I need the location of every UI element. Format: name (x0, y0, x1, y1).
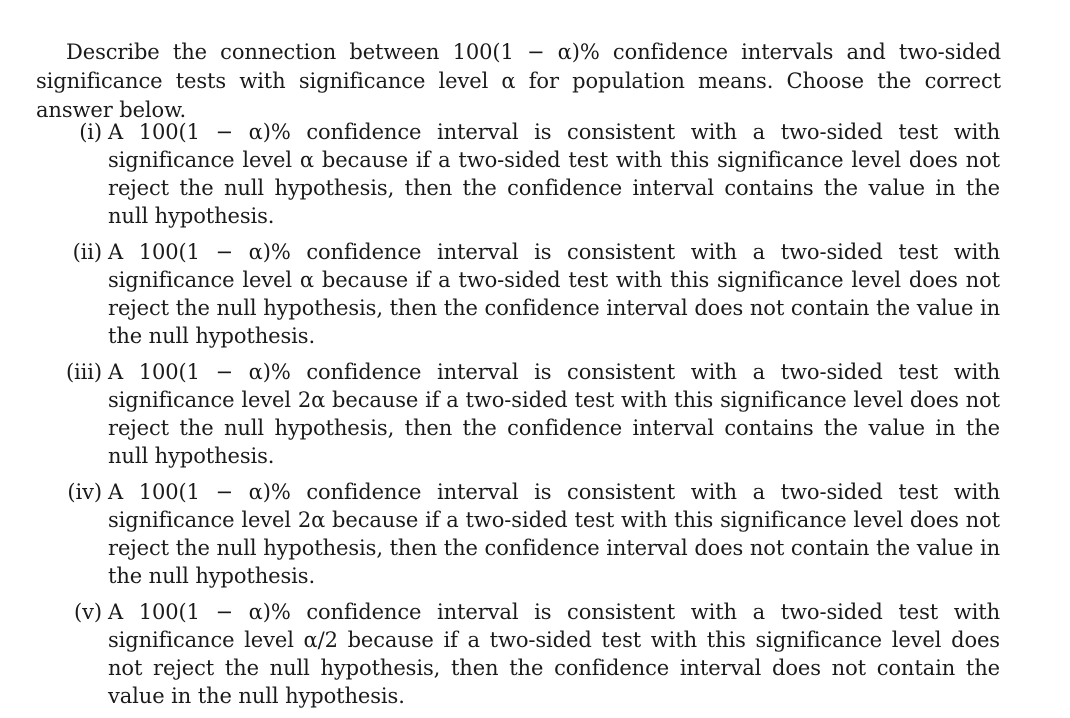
option-text: A 100(1 − α)% confidence interval is consistent with a two-sided test with significance level 2α because if a two-sided test with this significance level does not reject the null hypothesis, then the confidence interval does not contain the value in the null hypothesis. (108, 480, 1000, 588)
option-label: (v) (74, 600, 102, 624)
question-text: Describe the connection between 100(1 − α)% confidence intervals and two-sided significance tests with significance level α for population means. Choose the correct answer below. (36, 40, 1001, 122)
option-text: A 100(1 − α)% confidence interval is consistent with a two-sided test with significance level α because if a two-sided test with this significance level does not reject the null hypothesis, then the confidence interval does not contain the value in the null hypothesis. (108, 240, 1000, 348)
option-text: A 100(1 − α)% confidence interval is consistent with a two-sided test with significance level α because if a two-sided test with this significance level does not reject the null hypothesis, then the confidence interval contains the value in the null hypothesis. (108, 120, 1000, 228)
answer-options-list (40, 118, 1000, 718)
option-label: (iii) (65, 360, 102, 384)
option-label: (iv) (67, 480, 102, 504)
option-label: (i) (79, 120, 102, 144)
answer-option-iv[interactable] (40, 478, 1000, 590)
answer-option-ii[interactable] (40, 238, 1000, 350)
option-text: A 100(1 − α)% confidence interval is consistent with a two-sided test with significance level 2α because if a two-sided test with this significance level does not reject the null hypothesis, then the confidence interval contains the value in the null hypothesis. (108, 360, 1000, 468)
option-text: A 100(1 − α)% confidence interval is consistent with a two-sided test with significance level α/2 because if a two-sided test with this significance level does not reject the null hypothesis, then the confidence interval does not contain the value in the null hypothesis. (108, 600, 1000, 708)
answer-option-v[interactable] (40, 598, 1000, 710)
answer-option-iii[interactable] (40, 358, 1000, 470)
answer-option-i[interactable] (40, 118, 1000, 230)
option-label: (ii) (72, 240, 102, 264)
